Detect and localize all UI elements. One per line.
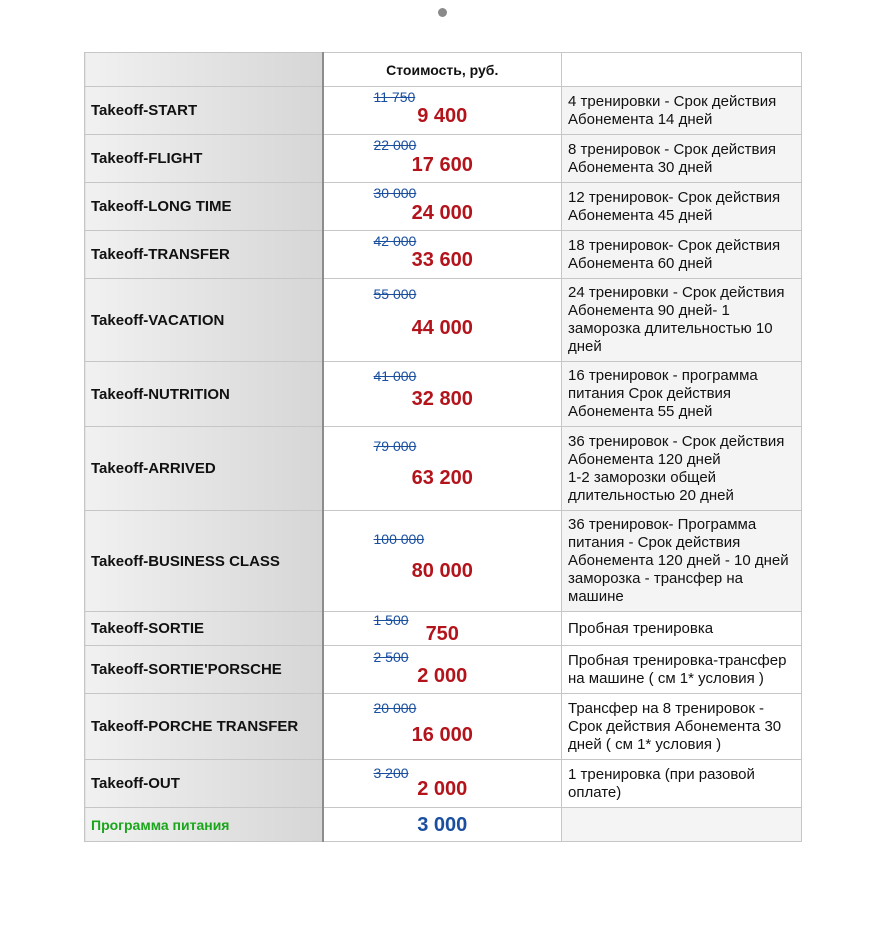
desc-line: Абонемента 90 дней- 1: [568, 302, 730, 319]
plan-description: [562, 694, 802, 760]
plan-name: Takeoff-NUTRITION: [85, 362, 323, 427]
header-row: [85, 53, 802, 87]
new-price: 2 000: [417, 778, 468, 800]
plan-description: [562, 231, 802, 279]
plan-name: Takeoff-FLIGHT: [85, 135, 323, 183]
old-price: 79 000: [373, 438, 417, 454]
old-price: 55 000: [373, 286, 417, 302]
plan-name: Takeoff-ARRIVED: [85, 427, 323, 511]
new-price: 16 000: [411, 724, 473, 746]
desc-line: Абонемента 120 дней: [568, 450, 721, 468]
new-price: 17 600: [411, 154, 473, 176]
price-cell: [323, 511, 562, 612]
new-price: 24 000: [411, 202, 473, 224]
table-row: [85, 760, 802, 808]
desc-line: Пробная тренировка-трансфер: [568, 651, 787, 669]
desc-line: питания Срок действия: [568, 385, 732, 402]
desc-line: Абонемента 120 дней - 10 дней: [568, 552, 789, 569]
desc-line: Пробная тренировка: [568, 619, 714, 637]
new-price: 750: [425, 623, 459, 645]
desc-line: 4 тренировки - Срок действия: [568, 92, 777, 110]
desc-line: 36 тренировок- Программа: [568, 516, 757, 533]
old-price: 11 750: [373, 89, 416, 105]
price-cell: [323, 135, 562, 183]
desc-line: Абонемента 14 дней: [568, 110, 713, 128]
table-row: [85, 612, 802, 646]
plan-name: Takeoff-SORTIE'PORSCHE: [85, 646, 323, 694]
desc-line: Абонемента 45 дней: [568, 206, 713, 224]
old-price: 22 000: [373, 137, 417, 153]
table-row: [85, 135, 802, 183]
plan-description: [562, 511, 802, 612]
plan-description: [562, 427, 802, 511]
table-row: [85, 427, 802, 511]
desc-line: длительностью 20 дней: [568, 486, 734, 504]
desc-line: Абонемента 60 дней: [568, 254, 713, 272]
plan-description: [562, 87, 802, 135]
new-price: 33 600: [411, 249, 473, 271]
plan-description: [562, 135, 802, 183]
price-cell: [323, 87, 562, 135]
new-price: 9 400: [417, 105, 468, 127]
page-indicator-dot: [438, 8, 447, 17]
plan-name: Takeoff-TRANSFER: [85, 231, 323, 279]
desc-line: 1 тренировка (при разовой: [568, 765, 755, 783]
header-cost-cell: Стоимость, руб.: [323, 53, 562, 87]
desc-line: оплате): [568, 783, 622, 801]
old-price: 20 000: [373, 700, 417, 716]
desc-line: заморозка - трансфер на: [568, 570, 743, 587]
desc-line: машине: [568, 588, 624, 605]
old-price: 41 000: [373, 368, 417, 384]
desc-line: 8 тренировок - Срок действия: [568, 140, 777, 158]
table-row: [85, 87, 802, 135]
plan-name: Takeoff-START: [85, 87, 323, 135]
price-cell: [323, 427, 562, 511]
price-cell: [323, 231, 562, 279]
plan-description: [562, 183, 802, 231]
price-cell: [323, 760, 562, 808]
table-row: [85, 231, 802, 279]
price-cell: [323, 279, 562, 362]
desc-line: Абонемента 55 дней: [568, 403, 713, 420]
plan-description: [562, 279, 802, 362]
plan-name: Takeoff-OUT: [85, 760, 323, 808]
new-price: 2 000: [417, 665, 468, 687]
old-price: 30 000: [373, 185, 417, 201]
old-price: 1 500: [373, 612, 409, 628]
nutrition-row: [85, 808, 802, 842]
desc-line: Абонемента 30 дней: [568, 158, 713, 176]
new-price: 63 200: [411, 467, 473, 489]
desc-line: 36 тренировок - Срок действия: [568, 432, 785, 450]
plan-name: Takeoff-SORTIE: [85, 612, 323, 646]
price-cell: [323, 362, 562, 427]
new-price: 32 800: [411, 388, 473, 410]
header-desc-cell: [562, 53, 802, 87]
header-name-cell: [85, 53, 323, 87]
old-price: 2 500: [373, 649, 409, 665]
new-price: 80 000: [411, 560, 473, 582]
nutrition-desc-cell: [562, 808, 802, 842]
desc-line: на машине ( см 1* условия ): [568, 669, 764, 687]
table-row: [85, 279, 802, 362]
desc-line: 18 тренировок- Срок действия: [568, 236, 781, 254]
desc-line: дней: [568, 338, 602, 355]
price-cell: [323, 183, 562, 231]
table-row: [85, 362, 802, 427]
desc-line: Срок действия Абонемента 30: [568, 717, 782, 735]
desc-line: дней ( см 1* условия ): [568, 735, 722, 753]
nutrition-price: 3 000: [417, 814, 468, 836]
nutrition-label: Программа питания: [85, 808, 323, 842]
desc-line: 12 тренировок- Срок действия: [568, 188, 781, 206]
plan-name: Takeoff-PORCHE TRANSFER: [85, 694, 323, 760]
desc-line: Трансфер на 8 тренировок -: [568, 699, 765, 717]
plan-description: [562, 646, 802, 694]
old-price: 100 000: [373, 531, 425, 547]
price-cell: [323, 646, 562, 694]
price-cell: [323, 694, 562, 760]
table-row: [85, 646, 802, 694]
desc-line: заморозка длительностью 10: [568, 320, 773, 337]
desc-line: 1-2 заморозки общей: [568, 468, 717, 486]
price-table: [84, 52, 802, 842]
price-cell: [323, 612, 562, 646]
price-cell: [323, 808, 562, 842]
desc-line: 16 тренировок - программа: [568, 367, 758, 384]
plan-name: Takeoff-BUSINESS CLASS: [85, 511, 323, 612]
new-price: 44 000: [411, 317, 473, 339]
plan-name: Takeoff-LONG TIME: [85, 183, 323, 231]
table-row: [85, 694, 802, 760]
table-row: [85, 183, 802, 231]
plan-description: [562, 362, 802, 427]
table-row: [85, 511, 802, 612]
old-price: 42 000: [373, 233, 417, 249]
plan-description: [562, 612, 802, 646]
desc-line: 24 тренировки - Срок действия: [568, 284, 785, 301]
desc-line: питания - Срок действия: [568, 534, 741, 551]
plan-description: [562, 760, 802, 808]
old-price: 3 200: [373, 765, 409, 781]
plan-name: Takeoff-VACATION: [85, 279, 323, 362]
